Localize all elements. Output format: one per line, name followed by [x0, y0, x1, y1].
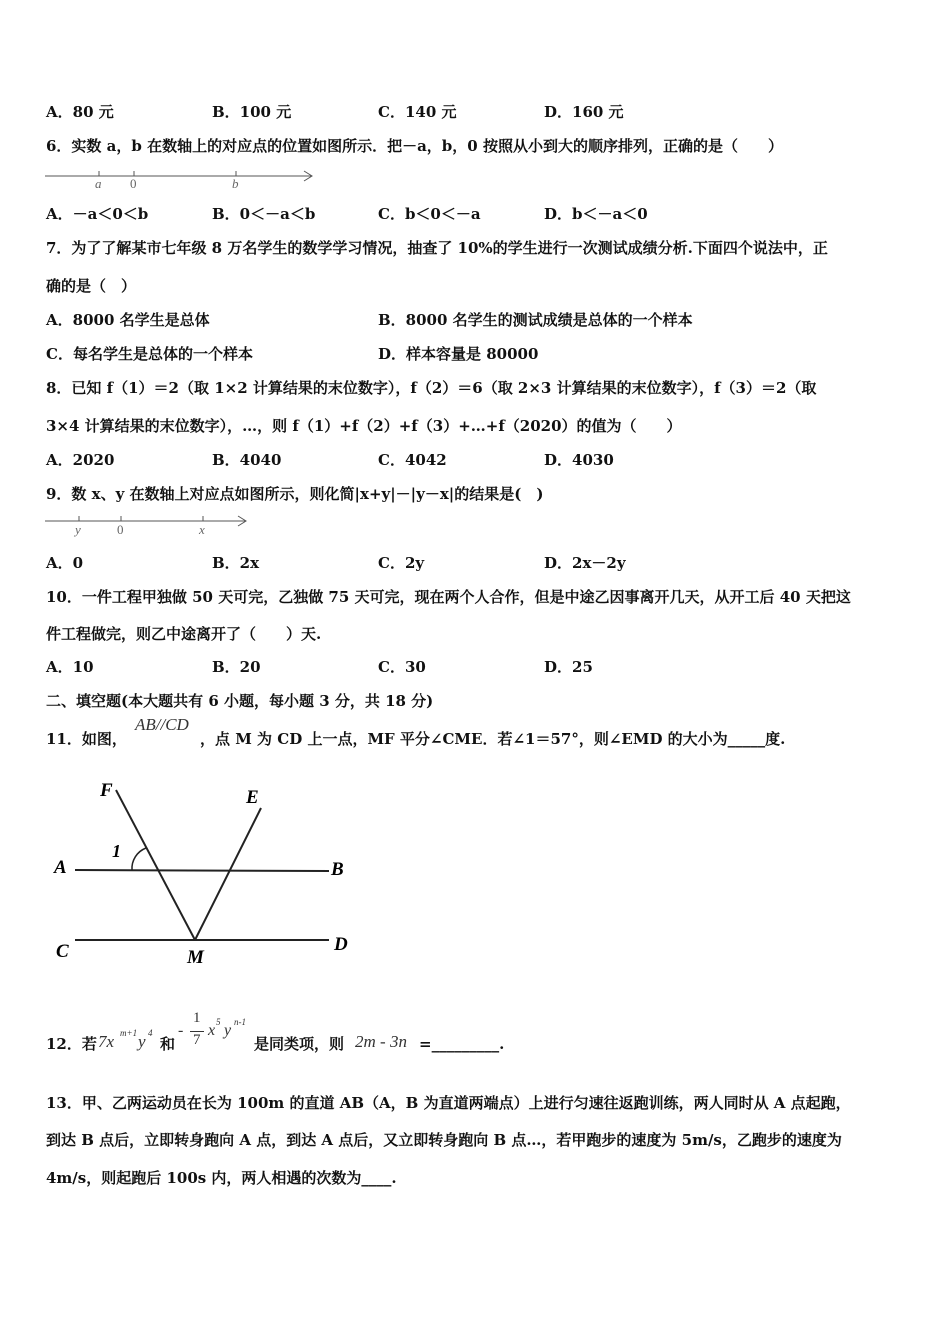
q7-option-d: D．样本容量是 80000: [378, 345, 539, 363]
q6-option-a: A．－a＜0＜b: [46, 205, 149, 223]
q11-label-c: C: [56, 941, 69, 962]
q13-line2: 到达 B 点后，立即转身跑向 A 点，到达 A 点后，又立即转身跑向 B 点…，若甲跑步的速度为 5m/s，乙跑步的速度为: [46, 1131, 842, 1149]
q10-option-b: B．20: [212, 658, 261, 676]
q11-suffix: ，点 M 为 CD 上一点，MF 平分∠CME．若∠1＝57°，则∠EMD 的大小为_____度.: [200, 730, 786, 748]
q12-middle: 是同类项，则: [254, 1035, 345, 1053]
q9-option-a: A．0: [46, 554, 84, 572]
q12-and: 和: [160, 1035, 176, 1053]
q9-axis-label-y: y: [75, 522, 81, 537]
q11-label-m: M: [187, 947, 204, 968]
q11-prefix: 11．如图，: [46, 730, 127, 748]
q12-expression: 2m - 3n: [355, 1032, 407, 1051]
q12-suffix: =_________.: [419, 1035, 505, 1053]
q10-option-d: D．25: [544, 658, 593, 676]
q8-option-a: A．2020: [46, 451, 115, 469]
q9-number-line: [44, 512, 250, 538]
q11-label-f: F: [100, 780, 113, 801]
q7-option-a: A．8000 名学生是总体: [46, 311, 210, 329]
q6-stem: 6．实数 a，b 在数轴上的对应点的位置如图所示．把－a，b，0 按照从小到大的顺序排列，正确的是（ ）: [46, 137, 783, 155]
q6-option-b: B．0＜－a＜b: [212, 205, 316, 223]
q5-option-a: A．80 元: [46, 103, 114, 121]
q8-option-c: C．4042: [378, 451, 447, 469]
q10-option-c: C．30: [378, 658, 426, 676]
q8-option-d: D．4030: [544, 451, 614, 469]
q5-option-d: D．160 元: [544, 103, 624, 121]
q8-stem-line1: 8．已知 f（1）＝2（取 1×2 计算结果的末位数字），f（2）＝6（取 2×3 计算结果的末位数字），f（3）＝2（取: [46, 379, 817, 397]
q13-line1: 13．甲、乙两运动员在长为 100m 的直道 AB（A，B 为直道两端点）上进行匀速往返跑训练，两人同时从 A 点起跑，: [46, 1094, 851, 1112]
q11-geometry-figure: [50, 776, 360, 972]
q6-option-c: C．b＜0＜－a: [378, 205, 481, 223]
q9-option-d: D．2x－2y: [544, 554, 626, 572]
section2-heading: 二、填空题(本大题共有 6 小题，每小题 3 分，共 18 分): [46, 692, 434, 710]
q12-term1: 7x m+1 y 4: [98, 1028, 153, 1051]
q11-formula: AB//CD: [135, 715, 189, 734]
q6-option-d: D．b＜－a＜0: [544, 205, 648, 223]
q12-prefix: 12．若: [46, 1035, 97, 1053]
q9-option-c: C．2y: [378, 554, 425, 572]
q9-axis-label-0: 0: [117, 522, 124, 537]
q9-axis-label-x: x: [199, 522, 205, 537]
q6-number-line: [44, 166, 316, 192]
q13-line3: 4m/s，则起跑后 100s 内，两人相遇的次数为____.: [46, 1169, 397, 1187]
q9-stem: 9．数 x、y 在数轴上对应点如图所示，则化简|x+y|－|y－x|的结果是( ): [46, 485, 544, 503]
q10-stem-line2: 件工程做完，则乙中途离开了（ ）天.: [46, 625, 322, 643]
q7-option-c: C．每名学生是总体的一个样本: [46, 345, 253, 363]
q10-stem-line1: 10．一件工程甲独做 50 天可完，乙独做 75 天可完，现在两个人合作，但是中途乙因事离开几天，从开工后 40 天把这: [46, 588, 851, 606]
q11-label-angle1: 1: [112, 841, 121, 861]
q5-option-c: C．140 元: [378, 103, 457, 121]
q6-axis-label-a: a: [95, 176, 102, 191]
q6-axis-label-b: b: [232, 176, 239, 191]
q10-option-a: A．10: [46, 658, 94, 676]
q11-label-e: E: [246, 787, 259, 808]
q9-option-b: B．2x: [212, 554, 260, 572]
q5-option-b: B．100 元: [212, 103, 292, 121]
q12-term2: - 1 7 x 5 y n-1: [178, 1010, 246, 1048]
q11-label-b: B: [331, 859, 344, 880]
q11-label-a: A: [54, 857, 67, 878]
q11-label-d: D: [334, 934, 348, 955]
q7-stem-line1: 7．为了了解某市七年级 8 万名学生的数学学习情况，抽查了 10%的学生进行一次测试成绩分析.下面四个说法中，正: [46, 239, 828, 257]
q6-axis-label-0: 0: [130, 176, 137, 191]
q7-stem-line2: 确的是（ ）: [46, 277, 137, 295]
q8-option-b: B．4040: [212, 451, 282, 469]
q8-stem-line2: 3×4 计算结果的末位数字），…，则 f（1）+f（2）+f（3）+…+f（2020）的值为（ ）: [46, 417, 682, 435]
q7-option-b: B．8000 名学生的测试成绩是总体的一个样本: [378, 311, 693, 329]
